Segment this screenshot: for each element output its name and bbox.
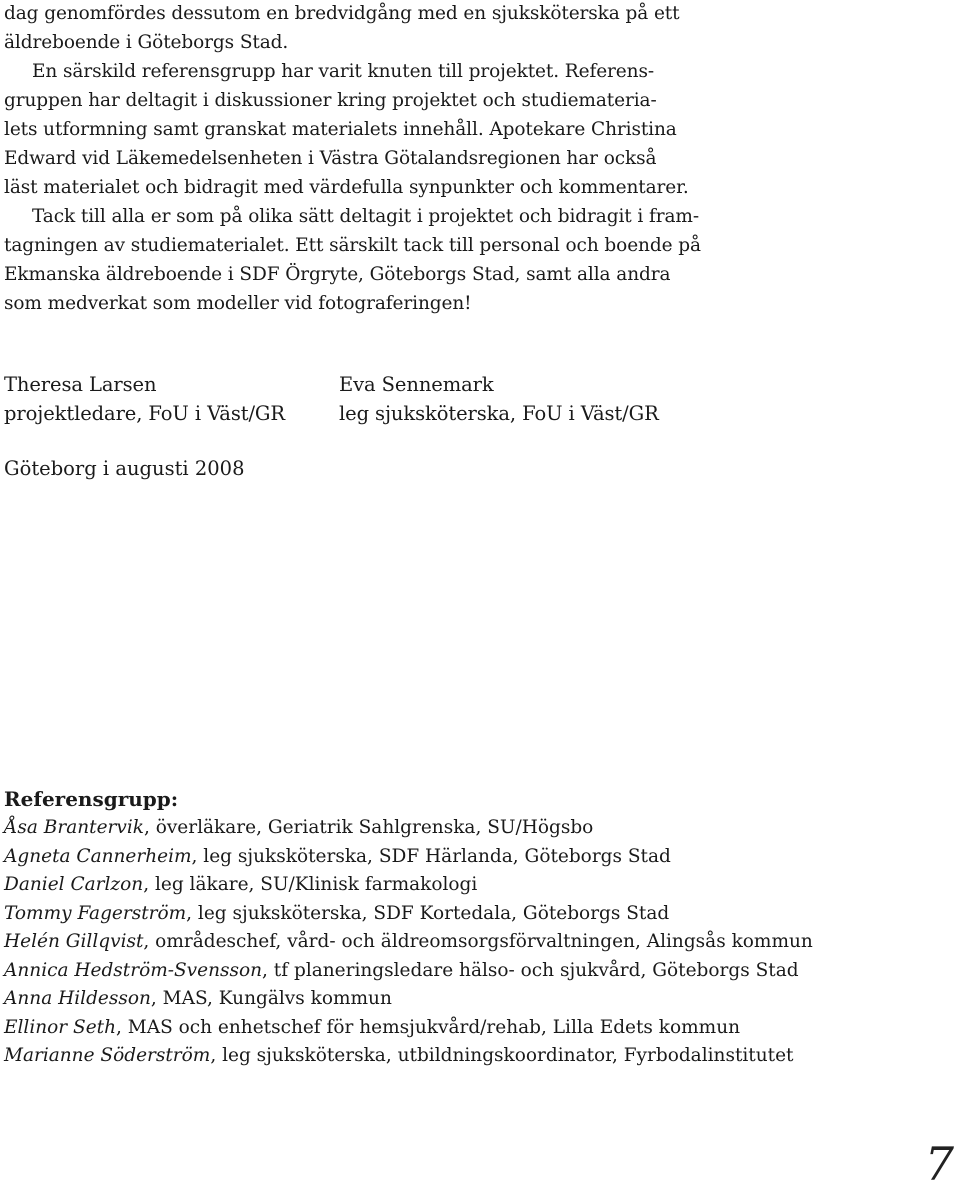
member-description: , leg sjuksköterska, SDF Kortedala, Göteborgs Stad (186, 902, 670, 924)
page-number: 7 (924, 1137, 954, 1191)
signature-name: Eva Sennemark (339, 373, 494, 396)
member-description: , områdeschef, vård- och äldreomsorgsförvaltningen, Alingsås kommun (143, 931, 813, 952)
signature-role: projektledare, FoU i Väst/GR (4, 402, 285, 425)
member-name: Annica Hedström-Svensson (4, 959, 263, 981)
member-name: Åsa Brantervik (4, 817, 144, 838)
place-date: Göteborg i augusti 2008 (4, 457, 245, 480)
member-name: Tommy Fagerström (4, 902, 187, 924)
member-description: , leg sjuksköterska, utbildningskoordinator, Fyrbodalinstitutet (210, 1045, 794, 1066)
member-description: , MAS och enhetschef för hemsjukvård/rehab, Lilla Edets kommun (116, 1016, 741, 1038)
intro-line: gruppen har deltagit i diskussioner kring projektet och studiemateria- (4, 90, 657, 111)
signature-sennemark (339, 370, 659, 428)
intro-line: Tack till alla er som på olika sätt deltagit i projektet och bidragit i fram- (32, 206, 699, 227)
member-description: , leg sjuksköterska, SDF Härlanda, Göteborgs Stad (191, 845, 671, 867)
intro-line: läst materialet och bidragit med värdefulla synpunkter och kommentarer. (4, 177, 689, 198)
intro-line: En särskild referensgrupp har varit knuten till projektet. Referens- (32, 61, 655, 82)
reference-member (4, 985, 904, 1014)
reference-member (4, 1042, 904, 1071)
member-description: , tf planeringsledare hälso- och sjukvård, Göteborgs Stad (262, 959, 799, 981)
reference-member (4, 957, 904, 986)
intro-line: tagningen av studiematerialet. Ett särskilt tack till personal och boende på (4, 235, 701, 256)
intro-line: Ekmanska äldreboende i SDF Örgryte, Göteborgs Stad, samt alla andra (4, 264, 671, 285)
signature-larsen (4, 370, 285, 428)
intro-line: äldreboende i Göteborgs Stad. (4, 32, 289, 53)
intro-line: som medverkat som modeller vid fotograferingen! (4, 293, 472, 314)
member-name: Ellinor Seth (4, 1016, 117, 1038)
member-name: Daniel Carlzon (4, 874, 144, 895)
signature-name: Theresa Larsen (4, 373, 157, 396)
reference-member (4, 1014, 904, 1043)
reference-member (4, 843, 904, 872)
reference-member (4, 928, 904, 957)
reference-member (4, 814, 904, 843)
reference-member (4, 900, 904, 929)
signature-role: leg sjuksköterska, FoU i Väst/GR (339, 402, 659, 425)
intro-line: dag genomfördes dessutom en bredvidgång med en sjuksköterska på ett (4, 3, 680, 24)
member-name: Agneta Cannerheim (4, 845, 192, 867)
intro-text (4, 0, 701, 318)
intro-line: lets utformning samt granskat materialets innehåll. Apotekare Christina (4, 119, 677, 140)
reference-group (4, 785, 904, 1071)
reference-group-heading: Referensgrupp: (4, 787, 179, 811)
member-description: , leg läkare, SU/Klinisk farmakologi (143, 874, 478, 895)
member-name: Helén Gillqvist (4, 931, 144, 952)
member-description: , MAS, Kungälvs kommun (150, 988, 392, 1009)
member-description: , överläkare, Geriatrik Sahlgrenska, SU/Högsbo (143, 817, 594, 838)
member-name: Anna Hildesson (4, 988, 151, 1009)
intro-line: Edward vid Läkemedelsenheten i Västra Götalandsregionen har också (4, 148, 657, 169)
member-name: Marianne Söderström (4, 1045, 211, 1066)
reference-member (4, 871, 904, 900)
